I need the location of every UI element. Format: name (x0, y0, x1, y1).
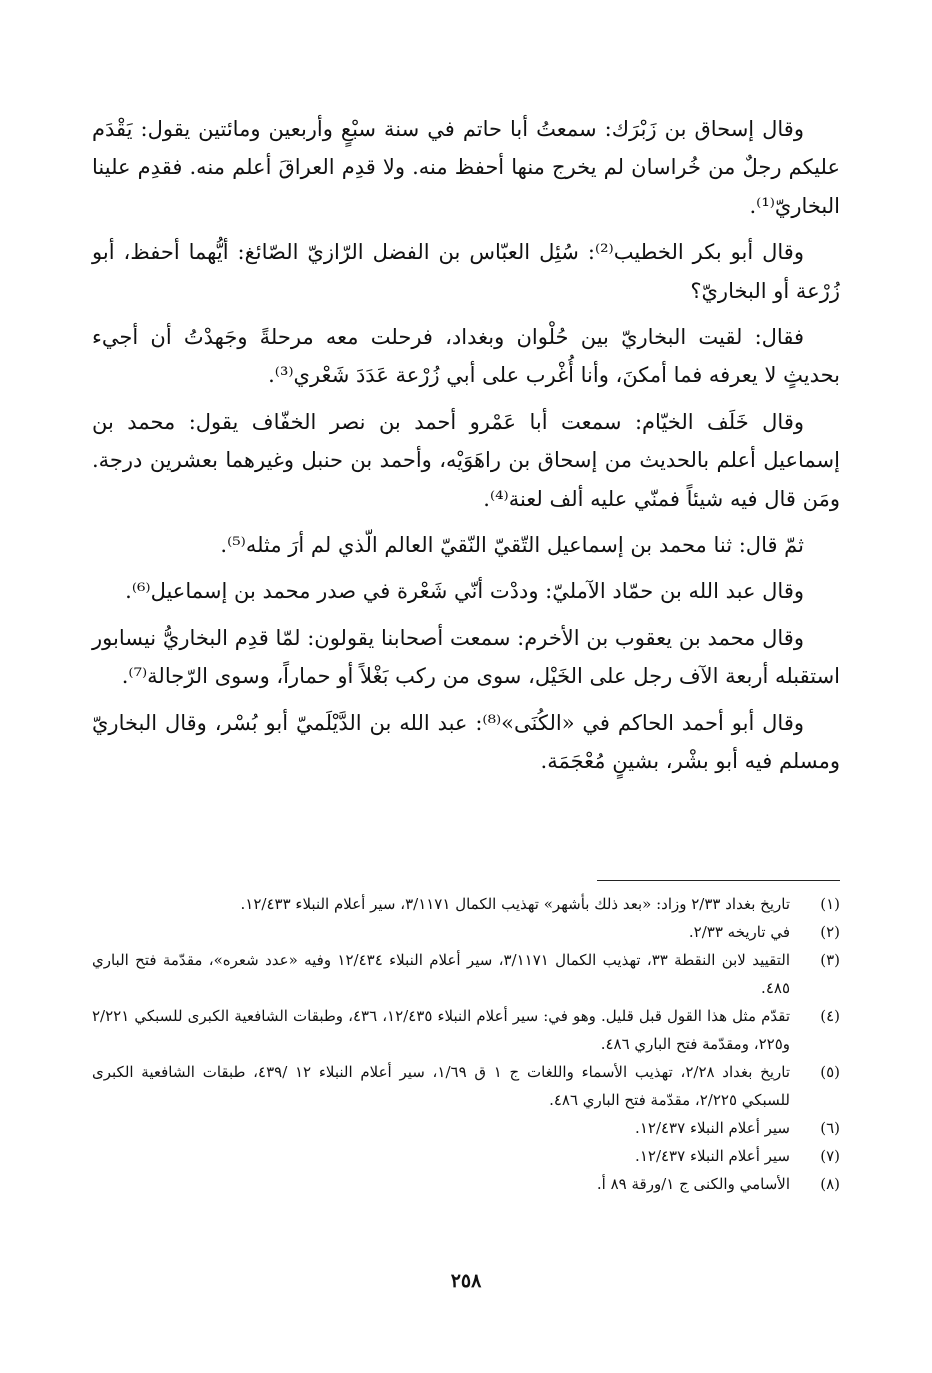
footnote-text: تاريخ بغداد ٢/٢٨، تهذيب الأسماء واللغات ج ١ ق ١/٦٩، سير أعلام النبلاء ١٢ /٤٣٩، طبقات الشافعية الكبرى للسبكي ٢/٢٢٥، مقدّمة فتح الباري ٤٨٦. (92, 1063, 791, 1109)
footnotes (92, 890, 840, 1198)
footnote-separator (597, 880, 840, 881)
footnote-item (92, 946, 840, 1002)
footnote-item (92, 1142, 840, 1170)
footnote-number: (١) (820, 895, 840, 913)
paragraph-2: وقال أبو بكر الخطيب⁽²⁾: سُئِل العبّاس بن الفضل الرّازيّ الصّائغ: أيُّهما أحفظ، أبو زُرْعة أو البخاريّ؟ (92, 240, 840, 303)
footnote-number: (٨) (820, 1175, 840, 1193)
footnote-item (92, 1002, 840, 1058)
footnote-item (92, 1114, 840, 1142)
footnote-number: (٥) (820, 1063, 840, 1081)
footnote-text: تاريخ بغداد ٢/٣٣ وزاد: «بعد ذلك بأشهر» تهذيب الكمال ٣/١١٧١، سير أعلام النبلاء ١٢/٤٣٣. (240, 895, 790, 913)
footnote-number: (٤) (820, 1007, 840, 1025)
paragraph-3: فقال: لقيت البخاريّ بين حُلْوان وبغداد، فرحلت معه مرحلةً وجَهدْتُ أن أجيء بحديثٍ لا يعرفه فما أمكنَ، وأنا أُغْرب على أبي زُرْعة عَدَدَ شَعْري⁽³⁾. (92, 325, 840, 388)
paragraph-1: وقال إسحاق بن زَبْرَك: سمعتُ أبا حاتم في سنة سبْعٍ وأربعين ومائتين يقول: يَقْدَم عليكم رجلٌ من خُراسان لم يخرج منها أحفظ منه. ولا قدِم العراقَ أعلم منه. فقدِم علينا البخاريّ⁽¹⁾. (92, 117, 840, 218)
paragraph-7: وقال محمد بن يعقوب بن الأخرم: سمعت أصحابنا يقولون: لمّا قدِم البخاريُّ نيسابور استقبله أربعة الآف رجل على الخَيْل، سوى من ركب بَغْلاً أو حماراً، وسوى الرّجالة⁽⁷⁾. (92, 625, 840, 689)
page-number: ٢٥٨ (450, 1270, 482, 1292)
paragraph-4: وقال خَلَف الخيّام: سمعت أبا عَمْرو أحمد بن نصر الخفّاف يقول: محمد بن إسماعيل أعلم بالحديث من إسحاق بن راهَوَيْه، وأحمد بن حنبل وغيرهما بعشرين درجة. ومَن قال فيه شيئاً فمنّي عليه ألف لعنة⁽⁴⁾. (92, 409, 840, 511)
footnote-number: (٧) (820, 1147, 840, 1165)
footnote-item (92, 918, 840, 946)
footnote-number: (٦) (820, 1119, 840, 1137)
footnote-text: في تاريخه ٢/٣٣. (688, 923, 790, 941)
paragraph-6: وقال عبد الله بن حمّاد الآمليّ: وددْت أنّي شَعْرة في صدر محمد بن إسماعيل⁽⁶⁾. (125, 579, 804, 604)
footnote-text: سير أعلام النبلاء ١٢/٤٣٧. (635, 1119, 790, 1137)
footnote-item (92, 890, 840, 918)
footnote-item (92, 1058, 840, 1114)
main-text (92, 110, 840, 789)
footnote-text: تقدّم مثل هذا القول قبل قليل. وهو في: سير أعلام النبلاء ١٢/٤٣٥، ٤٣٦، وطبقات الشافعية الكبرى للسبكي ٢/٢٢١ و٢٢٥، ومقدّمة فتح الباري ٤٨٦. (92, 1007, 790, 1053)
paragraph-8: وقال أبو أحمد الحاكم في «الكُنَى»⁽⁸⁾: عبد الله بن الدَّيْلَميّ أبو بُسْر، وقال البخاريّ ومسلم فيه أبو بشْر، بشينٍ مُعْجَمَة. (92, 710, 840, 774)
paragraph-5: ثمّ قال: ثنا محمد بن إسماعيل التّقيّ النّقيّ العالم الّذي لم أرَ مثله⁽⁵⁾. (220, 533, 804, 558)
footnote-text: الأسامي والكنى ج ١/ورقة ٨٩ أ. (596, 1175, 790, 1193)
book-page (92, 0, 840, 1373)
footnote-text: التقييد لابن النقطة ٣٣، تهذيب الكمال ٣/١١٧١، سير أعلام النبلاء ١٢/٤٣٤ وفيه «عدد شعره»، مقدّمة فتح الباري ٤٨٥. (92, 951, 790, 997)
footnote-item (92, 1170, 840, 1198)
footnote-text: سير أعلام النبلاء ١٢/٤٣٧. (635, 1147, 790, 1165)
footnote-number: (٢) (820, 923, 840, 941)
footnote-number: (٣) (820, 951, 840, 969)
